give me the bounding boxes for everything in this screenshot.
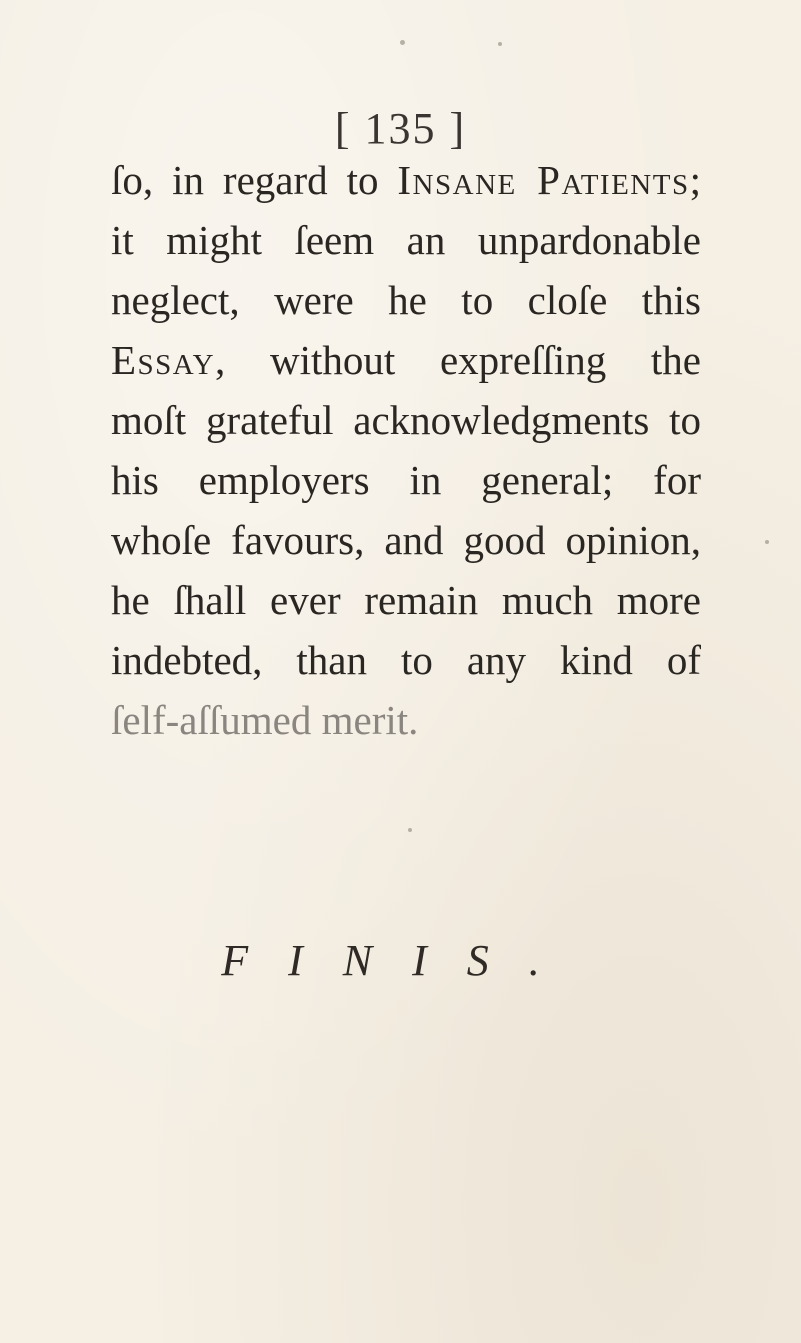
text-line	[111, 330, 701, 390]
finis-heading: FINIS.	[221, 936, 580, 985]
text-line	[111, 150, 701, 210]
paper-speck	[765, 540, 769, 544]
text-line-last	[111, 690, 701, 750]
text-span: it might ſeem an unpardonable	[111, 217, 701, 263]
text-span: ſelf-aſſumed merit.	[111, 697, 419, 743]
text-span-small-caps: Insane Patients	[397, 157, 690, 203]
text-span: indebted, than to any kind of	[111, 637, 701, 683]
text-line	[111, 390, 701, 450]
text-span-small-caps: Essay	[111, 337, 216, 383]
text-span: , without expreſſing the	[215, 337, 701, 383]
text-line	[111, 510, 701, 570]
text-span: he ſhall ever remain much more	[111, 577, 701, 623]
text-line	[111, 630, 701, 690]
text-span: moſt grateful acknowledgments to	[111, 397, 701, 443]
text-line	[111, 210, 701, 270]
paper-speck	[408, 828, 412, 832]
text-span: neglect, were he to cloſe this	[111, 277, 701, 323]
text-line	[111, 270, 701, 330]
text-span: ſo, in regard to	[111, 157, 398, 203]
paper-speck	[498, 42, 502, 46]
paper-speck	[400, 40, 405, 45]
text-line	[111, 450, 701, 510]
body-text	[111, 150, 701, 750]
text-line	[111, 570, 701, 630]
page-number: [ 135 ]	[334, 104, 467, 153]
text-span: whoſe favours, and good opinion,	[111, 517, 701, 563]
text-span: ;	[689, 157, 701, 203]
text-span: his employers in general; for	[111, 457, 701, 503]
